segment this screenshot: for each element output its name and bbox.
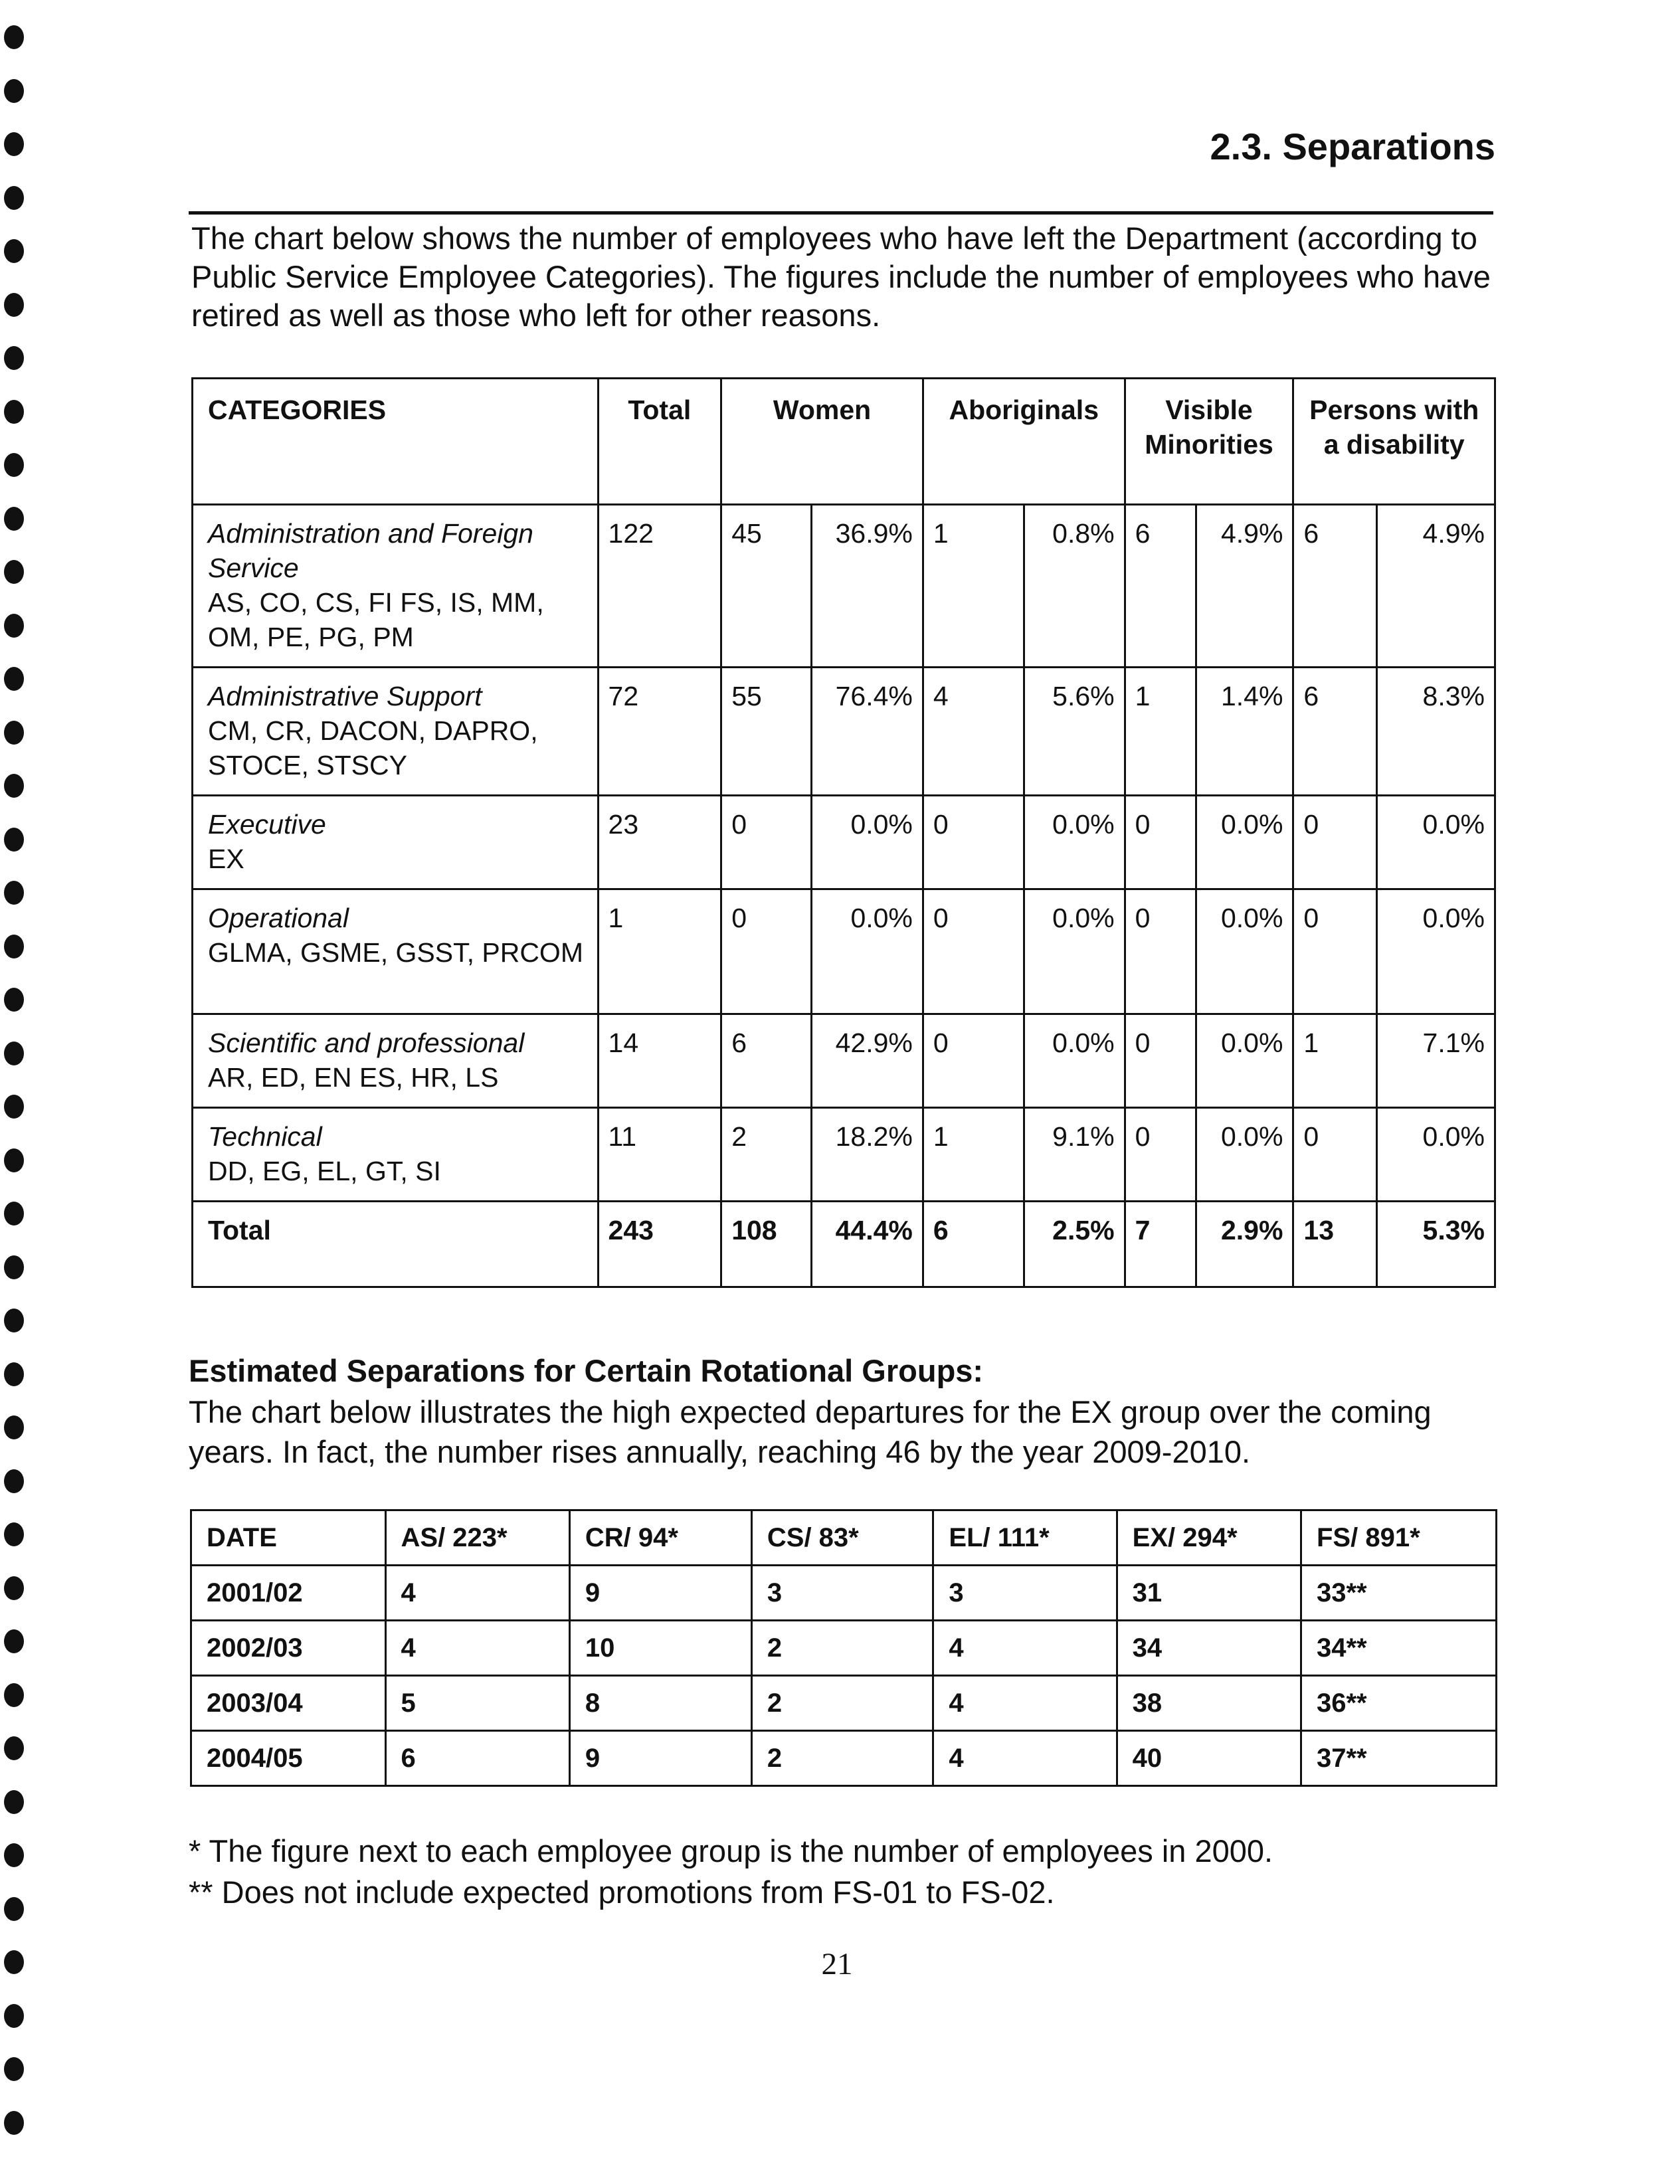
total-dis-pct: 5.3%: [1377, 1202, 1495, 1287]
binding-hole: [4, 2057, 24, 2081]
total-row: [193, 1202, 1495, 1287]
cell-abor-pct: 0.0%: [1024, 889, 1125, 1014]
rot-value-cell: 33**: [1301, 1566, 1496, 1621]
cell-vm-n: 0: [1125, 1014, 1196, 1108]
binding-hole: [4, 186, 24, 210]
binding-hole: [4, 560, 24, 584]
cell-abor-pct: 9.1%: [1024, 1108, 1125, 1202]
binding-hole: [4, 1736, 24, 1760]
cell-total: 72: [598, 668, 721, 796]
total-total: 243: [598, 1202, 721, 1287]
binding-hole: [4, 453, 24, 477]
table-row: [193, 668, 1495, 796]
cell-abor-n: 0: [923, 796, 1024, 889]
footnotes: [189, 1831, 1504, 1913]
rot-row: [191, 1731, 1497, 1786]
binding-hole: [4, 721, 24, 745]
binding-hole: [4, 1309, 24, 1332]
page-number: 21: [821, 1947, 853, 1981]
binding-hole: [4, 988, 24, 1012]
cell-dis-n: 6: [1293, 668, 1377, 796]
cell-vm-n: 0: [1125, 796, 1196, 889]
cell-vm-pct: 0.0%: [1196, 1014, 1293, 1108]
cell-vm-n: 0: [1125, 889, 1196, 1014]
cell-abor-n: 1: [923, 1108, 1024, 1202]
cell-women-pct: 76.4%: [812, 668, 923, 796]
binding-hole: [4, 1950, 24, 1974]
cell-dis-pct: 8.3%: [1377, 668, 1495, 796]
total-label: Total: [193, 1202, 599, 1287]
category-name: Executive: [208, 809, 326, 840]
cell-vm-pct: 4.9%: [1196, 505, 1293, 668]
rot-value-cell: 4: [933, 1621, 1117, 1676]
cell-dis-n: 6: [1293, 505, 1377, 668]
table-row: [193, 1014, 1495, 1108]
total-vm-n: 7: [1125, 1202, 1196, 1287]
cell-women-pct: 0.0%: [812, 889, 923, 1014]
binding-hole: [4, 132, 24, 156]
footnote-2: ** Does not include expected promotions from FS-01 to FS-02.: [189, 1874, 1055, 1910]
category-codes: CM, CR, DACON, DAPRO, STOCE, STSCY: [208, 715, 538, 780]
category-cell: [193, 889, 599, 1014]
binding-hole: [4, 1522, 24, 1546]
rot-value-cell: 4: [385, 1621, 569, 1676]
title-rule: [189, 211, 1493, 215]
binding-hole: [4, 1095, 24, 1119]
cell-vm-pct: 1.4%: [1196, 668, 1293, 796]
category-codes: AR, ED, EN ES, HR, LS: [208, 1062, 499, 1093]
rot-value-cell: 3: [933, 1566, 1117, 1621]
table-row: [193, 796, 1495, 889]
total-vm-pct: 2.9%: [1196, 1202, 1293, 1287]
estimated-paragraph: The chart below illustrates the high expected departures for the EX group over the coming years. In fact, the number rises annually, reaching 46 by the year 2009-2010.: [189, 1394, 1432, 1469]
separations-table: [191, 377, 1496, 1288]
binding-hole: [4, 935, 24, 958]
cell-dis-n: 1: [1293, 1014, 1377, 1108]
binding-holes: [0, 0, 37, 2184]
header-aboriginals: Aboriginals: [923, 379, 1125, 505]
header-categories: CATEGORIES: [193, 379, 599, 505]
total-abor-n: 6: [923, 1202, 1024, 1287]
rot-header: AS/ 223*: [385, 1510, 569, 1566]
rot-value-cell: 8: [569, 1676, 751, 1731]
cell-abor-pct: 5.6%: [1024, 668, 1125, 796]
cell-vm-n: 1: [1125, 668, 1196, 796]
cell-total: 1: [598, 889, 721, 1014]
binding-hole: [4, 1683, 24, 1707]
cell-dis-pct: 0.0%: [1377, 796, 1495, 889]
cell-women-n: 45: [721, 505, 812, 668]
binding-hole: [4, 1255, 24, 1279]
category-cell: [193, 796, 599, 889]
rot-value-cell: 34: [1117, 1621, 1301, 1676]
binding-hole: [4, 828, 24, 852]
rot-header: CS/ 83*: [751, 1510, 933, 1566]
category-name: Scientific and professional: [208, 1028, 525, 1058]
table-row: [193, 505, 1495, 668]
binding-hole: [4, 79, 24, 103]
cell-dis-n: 0: [1293, 1108, 1377, 1202]
cell-total: 14: [598, 1014, 721, 1108]
cell-vm-n: 6: [1125, 505, 1196, 668]
category-name: Administrative Support: [208, 681, 482, 711]
rot-value-cell: 5: [385, 1676, 569, 1731]
cell-dis-pct: 7.1%: [1377, 1014, 1495, 1108]
binding-hole: [4, 1362, 24, 1386]
cell-women-n: 2: [721, 1108, 812, 1202]
category-cell: [193, 505, 599, 668]
category-cell: [193, 1108, 599, 1202]
binding-hole: [4, 1576, 24, 1600]
binding-hole: [4, 1629, 24, 1653]
section-title: 2.3. Separations: [1210, 126, 1495, 167]
header-women: Women: [721, 379, 923, 505]
cell-abor-n: 1: [923, 505, 1024, 668]
rot-value-cell: 2: [751, 1621, 933, 1676]
binding-hole: [4, 2004, 24, 2028]
rot-value-cell: 10: [569, 1621, 751, 1676]
category-name: Administration and Foreign Service: [208, 518, 533, 583]
rot-row: [191, 1676, 1497, 1731]
category-codes: DD, EG, EL, GT, SI: [208, 1156, 441, 1186]
category-codes: EX: [208, 844, 244, 874]
cell-abor-n: 0: [923, 889, 1024, 1014]
cell-women-pct: 42.9%: [812, 1014, 923, 1108]
rot-value-cell: 34**: [1301, 1621, 1496, 1676]
rot-value-cell: 38: [1117, 1676, 1301, 1731]
footnote-1: * The figure next to each employee group is the number of employees in 2000.: [189, 1833, 1273, 1868]
rot-date-cell: 2003/04: [191, 1676, 386, 1731]
rot-value-cell: 4: [933, 1731, 1117, 1786]
cell-women-n: 6: [721, 1014, 812, 1108]
rotational-groups-table: [190, 1509, 1497, 1787]
cell-vm-pct: 0.0%: [1196, 796, 1293, 889]
cell-dis-n: 0: [1293, 796, 1377, 889]
table-row: [193, 1108, 1495, 1202]
cell-total: 11: [598, 1108, 721, 1202]
cell-women-n: 0: [721, 796, 812, 889]
rot-header: CR/ 94*: [569, 1510, 751, 1566]
header-total: Total: [598, 379, 721, 505]
rot-row: [191, 1566, 1497, 1621]
binding-hole: [4, 1202, 24, 1226]
rot-date-cell: 2001/02: [191, 1566, 386, 1621]
rot-value-cell: 2: [751, 1676, 933, 1731]
binding-hole: [4, 507, 24, 531]
rot-value-cell: 3: [751, 1566, 933, 1621]
cell-women-pct: 36.9%: [812, 505, 923, 668]
rot-value-cell: 6: [385, 1731, 569, 1786]
cell-dis-pct: 4.9%: [1377, 505, 1495, 668]
total-women-pct: 44.4%: [812, 1202, 923, 1287]
cell-women-pct: 0.0%: [812, 796, 923, 889]
binding-hole: [4, 881, 24, 905]
rot-value-cell: 40: [1117, 1731, 1301, 1786]
binding-hole: [4, 1042, 24, 1065]
rot-value-cell: 31: [1117, 1566, 1301, 1621]
table-row: [193, 889, 1495, 1014]
binding-hole: [4, 2111, 24, 2135]
intro-paragraph: The chart below shows the number of employees who have left the Department (according to Public Service Employee Categories). The figures include the number of employees who have retired as well as those who left for other reasons.: [191, 221, 1491, 333]
binding-hole: [4, 1897, 24, 1921]
cell-total: 122: [598, 505, 721, 668]
total-abor-pct: 2.5%: [1024, 1202, 1125, 1287]
category-cell: [193, 668, 599, 796]
binding-hole: [4, 1790, 24, 1814]
binding-hole: [4, 774, 24, 798]
cell-women-n: 0: [721, 889, 812, 1014]
category-codes: GLMA, GSME, GSST, PRCOM: [208, 937, 583, 968]
cell-vm-pct: 0.0%: [1196, 1108, 1293, 1202]
binding-hole: [4, 25, 24, 49]
cell-vm-pct: 0.0%: [1196, 889, 1293, 1014]
binding-hole: [4, 239, 24, 263]
rot-value-cell: 4: [933, 1676, 1117, 1731]
cell-women-n: 55: [721, 668, 812, 796]
category-cell: [193, 1014, 599, 1108]
total-dis-n: 13: [1293, 1202, 1377, 1287]
cell-abor-pct: 0.8%: [1024, 505, 1125, 668]
category-name: Operational: [208, 903, 349, 933]
rot-value-cell: 2: [751, 1731, 933, 1786]
binding-hole: [4, 1148, 24, 1172]
estimated-heading: Estimated Separations for Certain Rotational Groups:: [189, 1353, 984, 1388]
rot-value-cell: 4: [385, 1566, 569, 1621]
rot-row: [191, 1621, 1497, 1676]
binding-hole: [4, 293, 24, 317]
cell-abor-pct: 0.0%: [1024, 796, 1125, 889]
rot-header: FS/ 891*: [1301, 1510, 1496, 1566]
category-name: Technical: [208, 1121, 322, 1152]
rot-value-cell: 37**: [1301, 1731, 1496, 1786]
rot-header: EL/ 111*: [933, 1510, 1117, 1566]
binding-hole: [4, 667, 24, 691]
rot-value-cell: 9: [569, 1731, 751, 1786]
binding-hole: [4, 614, 24, 638]
rot-date-cell: 2002/03: [191, 1621, 386, 1676]
cell-abor-n: 4: [923, 668, 1024, 796]
cell-women-pct: 18.2%: [812, 1108, 923, 1202]
total-women-n: 108: [721, 1202, 812, 1287]
binding-hole: [4, 400, 24, 424]
binding-hole: [4, 1415, 24, 1439]
cell-dis-pct: 0.0%: [1377, 889, 1495, 1014]
cell-abor-pct: 0.0%: [1024, 1014, 1125, 1108]
cell-dis-n: 0: [1293, 889, 1377, 1014]
binding-hole: [4, 346, 24, 370]
rot-header: DATE: [191, 1510, 386, 1566]
rot-date-cell: 2004/05: [191, 1731, 386, 1786]
header-visible-minorities: Visible Minorities: [1125, 379, 1293, 505]
cell-dis-pct: 0.0%: [1377, 1108, 1495, 1202]
rot-header: EX/ 294*: [1117, 1510, 1301, 1566]
rot-value-cell: 9: [569, 1566, 751, 1621]
rot-value-cell: 36**: [1301, 1676, 1496, 1731]
header-disability: Persons with a disability: [1293, 379, 1495, 505]
cell-total: 23: [598, 796, 721, 889]
category-codes: AS, CO, CS, FI FS, IS, MM, OM, PE, PG, PM: [208, 587, 544, 652]
binding-hole: [4, 1843, 24, 1867]
cell-vm-n: 0: [1125, 1108, 1196, 1202]
binding-hole: [4, 1469, 24, 1493]
cell-abor-n: 0: [923, 1014, 1024, 1108]
